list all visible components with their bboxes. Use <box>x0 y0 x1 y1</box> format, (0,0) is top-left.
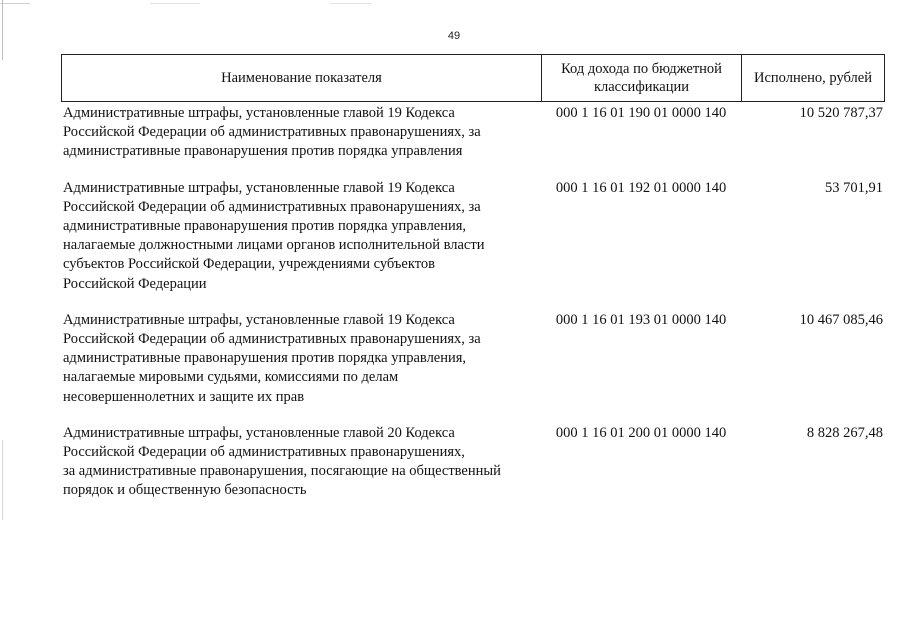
row-name <box>61 179 541 294</box>
table-header <box>61 54 885 102</box>
header-executed: Исполнено, рублей <box>754 70 872 86</box>
table-row <box>61 104 885 162</box>
row-executed: 53 701,91 <box>825 179 883 196</box>
row-name-line: Российской Федерации об административных правонарушениях, за <box>63 198 481 215</box>
row-name <box>61 424 541 501</box>
row-name-line: Российской Федерации <box>63 275 207 292</box>
row-name-line: налагаемые мировыми судьями, комиссиями по делам <box>63 369 399 386</box>
table-row <box>61 179 885 294</box>
row-name-line: субъектов Российской Федерации, учреждениями субъектов <box>63 256 435 273</box>
row-name-line: налагаемые должностными лицами органов исполнительной власти <box>63 237 485 254</box>
row-code: 000 1 16 01 193 01 0000 140 <box>555 311 727 328</box>
page-number: 49 <box>447 30 461 42</box>
table-row <box>61 424 885 501</box>
row-executed: 10 520 787,37 <box>799 105 883 121</box>
row-name-line: за административные правонарушения, посягающие на общественный <box>63 463 501 480</box>
row-name-line: Административные штрафы, установленные главой 19 Кодекса <box>63 105 455 121</box>
header-code: Код дохода по бюджетной классификации <box>542 55 742 101</box>
row-name-line: Административные штрафы, установленные главой 19 Кодекса <box>63 311 455 328</box>
row-name-line: Административные штрафы, установленные главой 20 Кодекса <box>63 424 455 441</box>
row-name-line: несовершеннолетних и защите их прав <box>63 388 305 405</box>
row-code: 000 1 16 01 190 01 0000 140 <box>555 105 727 121</box>
row-name-line: Российской Федерации об административных правонарушениях, за <box>63 124 481 141</box>
scan-edge-left <box>2 0 3 640</box>
row-name-line: административные правонарушения против порядка управления, <box>63 218 467 235</box>
row-executed: 8 828 267,48 <box>806 424 883 441</box>
table-row <box>61 311 885 407</box>
row-name-line: Административные штрафы, установленные главой 19 Кодекса <box>63 179 455 196</box>
row-executed: 10 467 085,46 <box>799 311 883 328</box>
row-name-line: Российской Федерации об административных правонарушениях, <box>63 444 465 461</box>
row-name-line: административные правонарушения против порядка управления, <box>63 350 467 367</box>
row-name-line: порядок и общественную безопасность <box>63 482 307 499</box>
row-code: 000 1 16 01 192 01 0000 140 <box>555 179 727 196</box>
row-name <box>61 311 541 407</box>
table-body <box>61 104 885 518</box>
row-name-line: Российской Федерации об административных правонарушениях, за <box>63 331 481 348</box>
row-name <box>61 104 541 162</box>
header-name: Наименование показателя <box>62 55 542 101</box>
scan-edge-top <box>0 3 908 4</box>
row-code: 000 1 16 01 200 01 0000 140 <box>555 424 727 441</box>
row-name-line: административные правонарушения против порядка управления <box>63 143 463 160</box>
